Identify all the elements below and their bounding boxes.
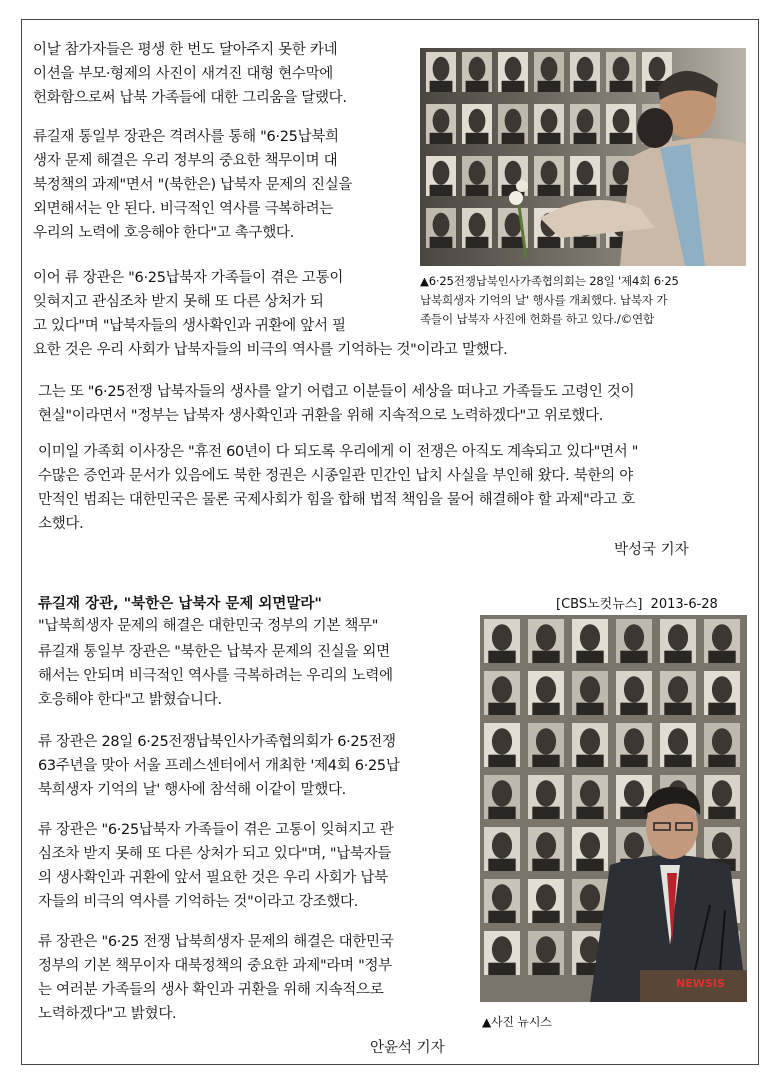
article1-paragraph-1: 이날 참가자들은 평생 한 번도 달아주지 못한 카네 이션을 부모·형제의 사진이 새겨진 대형 현수막에 헌화함으로써 납북 가족들에 대한 그리움을 달랬다. bbox=[33, 42, 347, 106]
article2-byline: 안윤석 기자 bbox=[370, 1040, 445, 1056]
minister-speech-image bbox=[480, 615, 747, 1002]
source-date: 2013-6-28 bbox=[650, 597, 718, 612]
article1-paragraph-4: 그는 또 "6·25전쟁 납북자들의 생사를 알기 어렵고 이분들이 세상을 떠나고 가족들도 고령인 것이 현실"이라면서 "정부는 납북자 생사확인과 귀환을 위해 지속적으로 노력하겠다"고 위로했다. bbox=[38, 384, 635, 424]
article2-paragraph-4: 류 장관은 "6·25 전쟁 납북희생자 문제의 해결은 대한민국 정부의 기본 책무이자 대북정책의 중요한 과제"라며 "정부 는 여러분 가족들의 생사 확인과 귀환을 위해 지속적으로 노력하겠다"고 밝혔다. bbox=[38, 934, 394, 1022]
article1-photo-caption: ▲6·25전쟁납북인사가족협의회는 28일 '제4회 6·25 납북희생자 기억의 날' 행사를 개최했다. 납북자 가 족들이 납북자 사진에 헌화를 하고 있다./©연합 bbox=[420, 274, 679, 326]
article1-paragraph-5: 이미일 가족회 이사장은 "휴전 60년이 다 되도록 우리에게 이 전쟁은 아직도 계속되고 있다"면서 " 수많은 증언과 문서가 있음에도 북한 정권은 시종일관 민간인 납치 사실을 부인해 왔다. 북한의 야 만적인 범죄는 대한민국은 물론 국제사회가 힘을 합해 법적 책임을 물어 해결해야 할 과제"라고 호 소했다. bbox=[38, 444, 639, 532]
article2-paragraph-3: 류 장관은 "6·25납북자 가족들이 겪은 고통이 잊혀지고 관 심조차 받지 못해 또 다른 상처가 되고 있다"며, "납북자들 의 생사확인과 귀환에 앞서 필요한 것은 우리 사회가 납북 자들의 비극의 역사를 기억하는 것"이라고 강조했다. bbox=[38, 822, 394, 910]
article2-paragraph-2: 류 장관은 28일 6·25전쟁납북인사가족협의회가 6·25전쟁 63주년을 맞아 서울 프레스센터에서 개최한 '제4회 6·25납 북희생자 기억의 날' 행사에 참석해 이같이 말했다. bbox=[38, 734, 400, 798]
newsis-watermark: NEWSIS bbox=[676, 977, 725, 990]
article2-photo bbox=[480, 615, 747, 1002]
article1-photo bbox=[420, 48, 746, 266]
article1-byline: 박성국 기자 bbox=[614, 542, 689, 558]
article2-source bbox=[556, 593, 718, 612]
article2-paragraph-1: 류길재 통일부 장관은 "북한은 납북자 문제의 진실을 외면 해서는 안되며 비극적인 역사를 극복하려는 우리의 노력에 호응해야 한다"고 밝혔습니다. bbox=[38, 644, 393, 708]
article2-photo-caption: ▲사진 뉴시스 bbox=[482, 1015, 552, 1029]
article2-headline: 류길재 장관, "북한은 납북자 문제 외면말라" bbox=[38, 596, 322, 612]
portrait-wall-image bbox=[420, 48, 746, 266]
source-name: [CBS노컷뉴스] bbox=[556, 597, 643, 612]
article1-paragraph-3: 이어 류 장관은 "6·25납북자 가족들이 겪은 고통이 잊혀지고 관심조차 받지 못해 또 다른 상처가 되 고 있다"며 "납북자들의 생사확인과 귀환에 앞서 필 요한 것은 우리 사회가 납북자들의 비극의 역사를 기억하는 것"이라고 말했다. bbox=[33, 270, 508, 358]
article1-paragraph-2: 류길재 통일부 장관은 격려사를 통해 "6·25납북희 생자 문제 해결은 우리 정부의 중요한 책무이며 대 북정책의 과제"면서 "(북한은) 납북자 문제의 진실을 외면해서는 안 된다. 비극적인 역사를 극복하려는 우리의 노력에 호응해야 한다"고 촉구했다. bbox=[33, 129, 353, 241]
article2-lead: "납북희생자 문제의 해결은 대한민국 정부의 기본 책무" bbox=[38, 618, 379, 634]
